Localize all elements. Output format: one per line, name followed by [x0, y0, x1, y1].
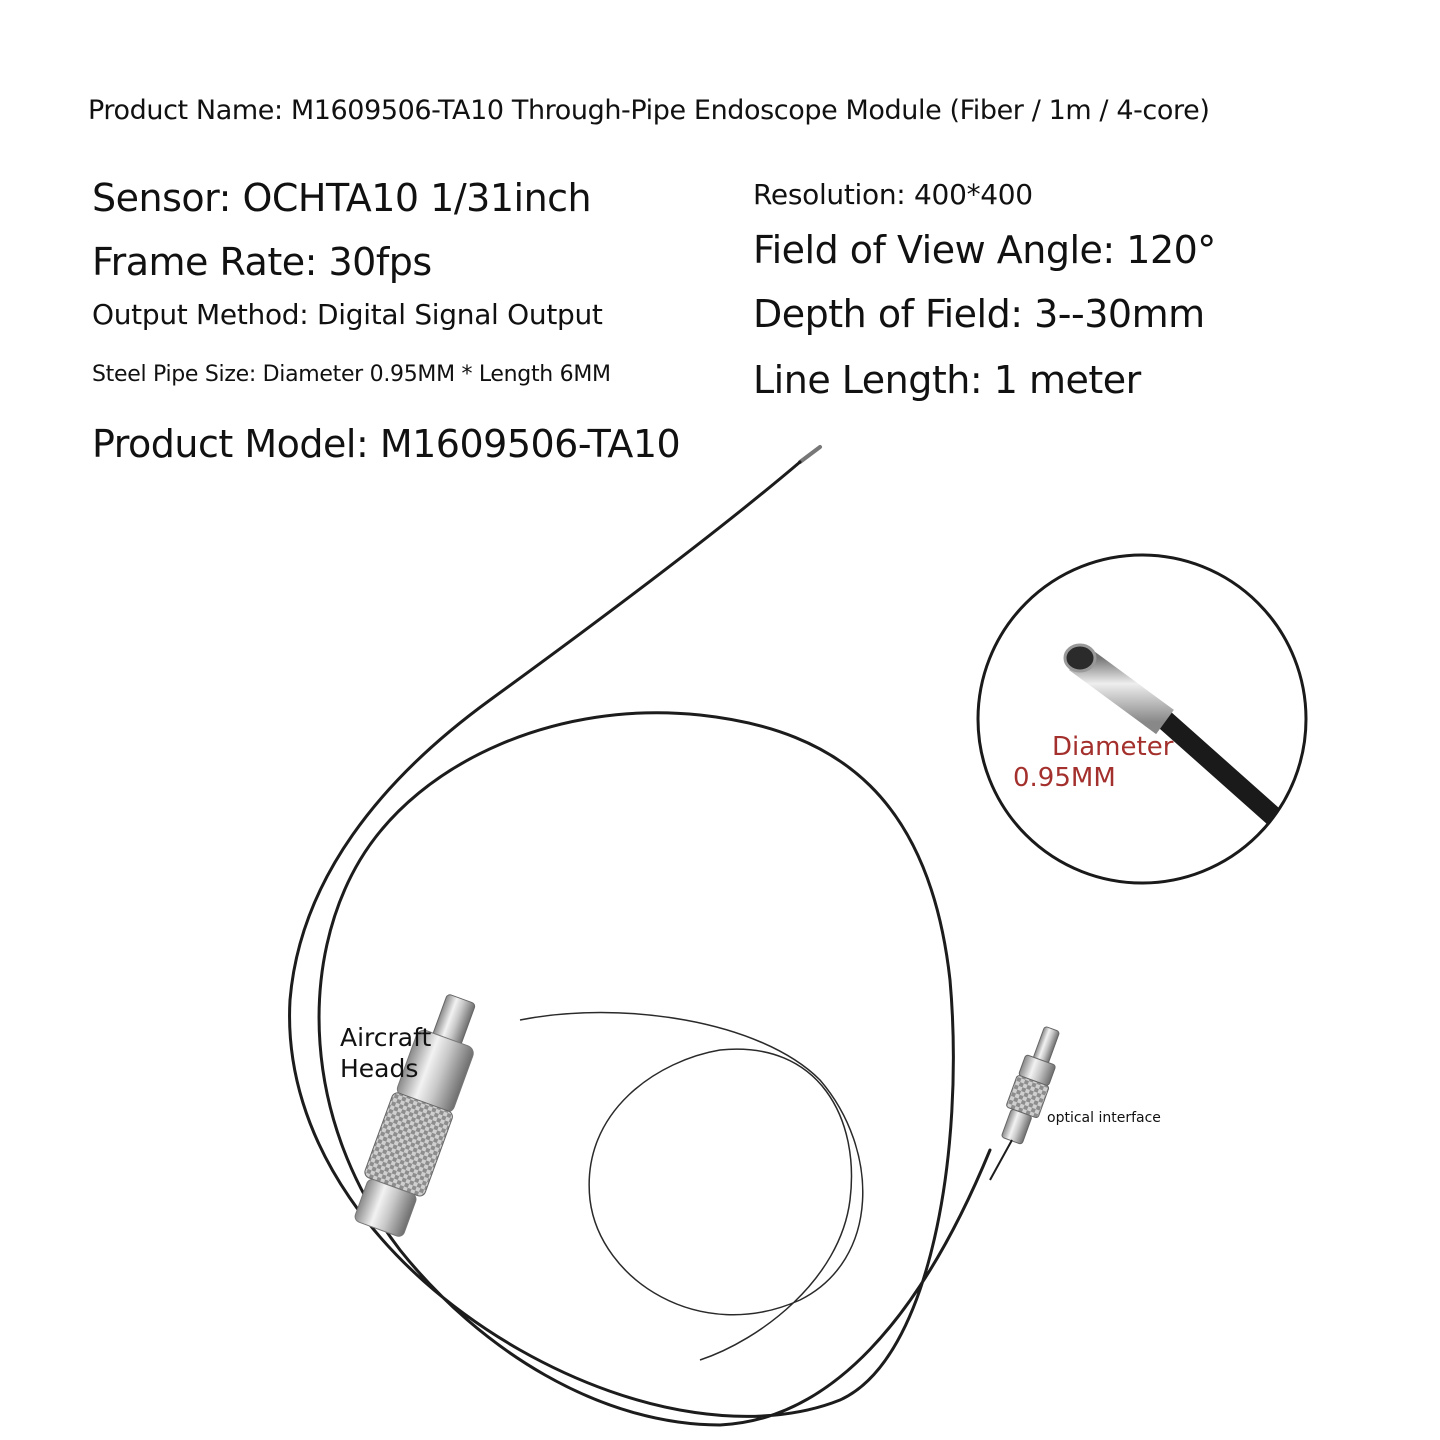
optical-interface-label: optical interface	[1047, 1110, 1161, 1126]
product-name: Product Name: M1609506-TA10 Through-Pipe Endoscope Module (Fiber / 1m / 4-core)	[88, 95, 1210, 126]
zoom-detail-circle	[978, 555, 1306, 883]
spec-field-of-view: Field of View Angle: 120°	[753, 228, 1216, 272]
aircraft-heads-label	[340, 1022, 431, 1084]
optical-lead	[990, 1140, 1012, 1180]
spec-line-length: Line Length: 1 meter	[753, 358, 1141, 402]
spec-sensor: Sensor: OCHTA10 1/31inch	[92, 176, 592, 220]
spec-steel-pipe-size: Steel Pipe Size: Diameter 0.95MM * Length 6MM	[92, 362, 611, 387]
spec-resolution: Resolution: 400*400	[753, 178, 1033, 211]
aircraft-label-line2: Heads	[340, 1054, 419, 1083]
diameter-label: Diameter	[1052, 732, 1174, 762]
optical-connector	[996, 1023, 1069, 1146]
diameter-value-label: 0.95MM	[1013, 763, 1116, 793]
aircraft-label-line1: Aircraft	[340, 1023, 432, 1052]
fiber-cable	[290, 447, 990, 1425]
spec-frame-rate: Frame Rate: 30fps	[92, 240, 432, 284]
spec-product-model: Product Model: M1609506-TA10	[92, 422, 681, 466]
spec-depth-of-field: Depth of Field: 3--30mm	[753, 292, 1205, 336]
thin-wire	[520, 1013, 863, 1361]
spec-output-method: Output Method: Digital Signal Output	[92, 298, 603, 331]
